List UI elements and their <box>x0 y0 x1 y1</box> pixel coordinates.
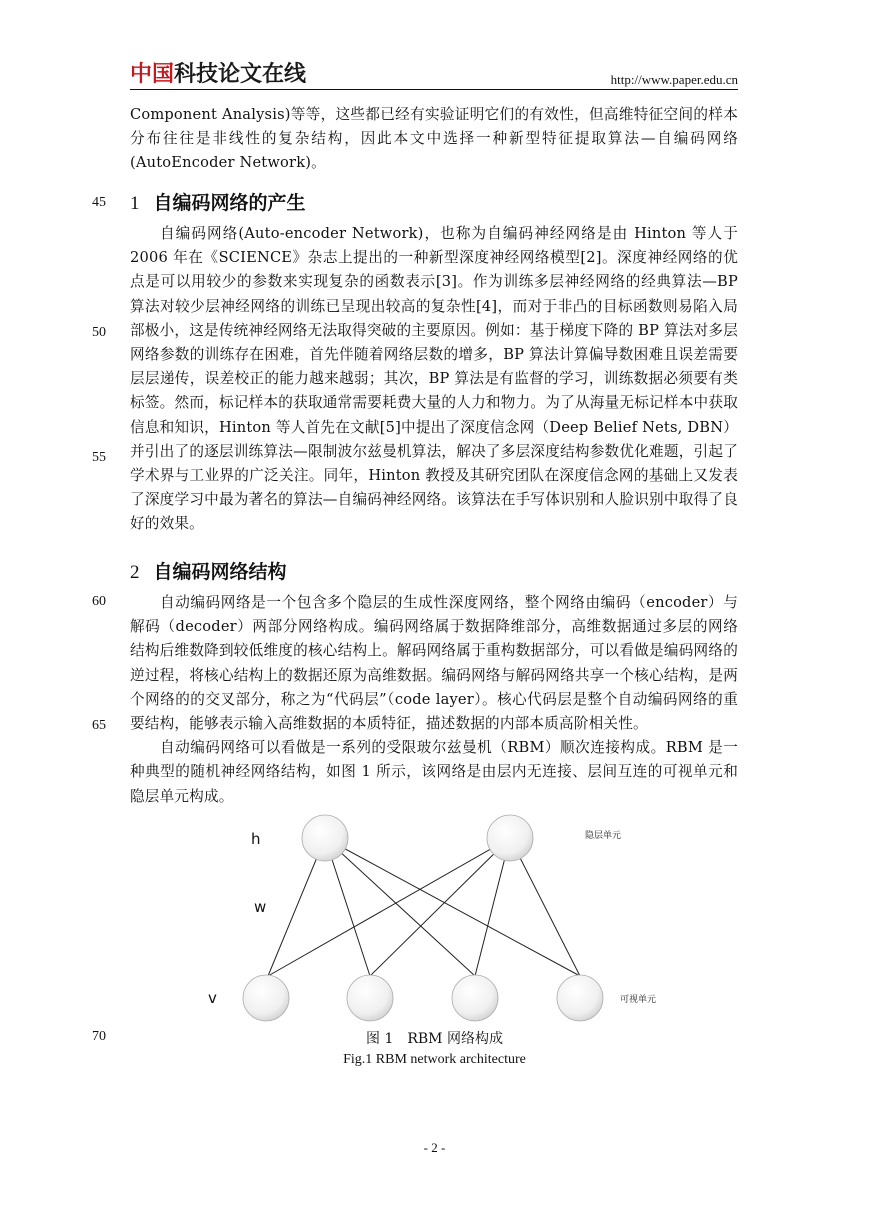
header-url: http://www.paper.edu.cn <box>610 72 738 87</box>
line-number-45: 45 <box>92 195 106 210</box>
edge-h2-v2 <box>370 838 510 976</box>
visible-unit-3 <box>452 975 498 1021</box>
visible-units-label: 可视单元 <box>620 995 657 1005</box>
hidden-unit-2 <box>487 815 533 861</box>
section-1-paragraph: 自编码网络(Auto-encoder Network)，也称为自编码神经网络是由 Hinton 等人于 2006 年在《SCIENCE》杂志上提出的一种新型深度神经网络模型[2]。深度神经网络的优点是可以用较少的参数来实现复杂的函数表示[3]。作为训练多层神经网络的经典算法—BP 算法对较少层神经网络的训练已呈现出较高的复杂性[4]，而对于非凸的目标函数则易陷入局部极小，这是传统神经网络无法取得突破的主要原因。例如：基于梯度下降的 BP 算法对多层网络参数的训练存在困难，首先伴随着网络层数的增多，BP 算法计算偏导数困难且误差需要层层递传，误差校正的能力越来越弱；其次，BP 算法是有监督的学习，训练数据必须要有类标签。然而，标记样本的获取通常需要耗费大量的人力和物力。为了从海量无标记样本中获取信息和知识，Hinton 等人首先在文献[5]中提出了深度信念网（Deep Belief Nets, DBN）并引出了的逐层训练算法—限制波尔兹曼机算法，解决了多层深度结构参数优化难题，引起了学术界与工业界的广泛关注。同年，Hinton 教授及其研究团队在深度信念网的基础上又发表了深度学习中最为著名的算法—自编码神经网络。该算法在手写体识别和人脸识别中取得了良好的效果。 <box>130 225 738 533</box>
section-2-number: 2 <box>130 562 140 583</box>
section-1-body <box>130 222 738 537</box>
label-w: w <box>254 898 267 916</box>
line-number-65: 65 <box>92 718 106 733</box>
section-2-paragraph-2: 自动编码网络可以看做是一系列的受限玻尔兹曼机（RBM）顺次连接构成。RBM 是一种典型的随机神经网络结构，如图 1 所示，该网络是由层内无连接、层间互连的可视单元和隐层单元构成。 <box>130 739 738 805</box>
section-2-paragraph-1: 自动编码网络是一个包含多个隐层的生成性深度网络，整个网络由编码（encoder）与解码（decoder）两部分网络构成。编码网络属于数据降维部分，高维数据通过多层的网络结构后维数降到较低维度的核心结构上。解码网络属于重构数据部分，可以看做是编码网络的逆过程，将核心结构上的数据还原为高维数据。编码网络与解码网络共享一个核心结构，是两个网络的的交叉部分，称之为“代码层”（code layer）。核心代码层是整个自动编码网络的重要结构，能够表示输入高维数据的本质特征，描述数据的内部本质高阶相关性。 <box>130 594 738 733</box>
header-rule <box>130 89 738 90</box>
intro-paragraph: Component Analysis)等等，这些都已经有实验证明它们的有效性，但高维特征空间的样本分布往往是非线性的复杂结构，因此本文中选择一种新型特征提取算法—自编码网络(AutoEncoder Network)。 <box>130 106 738 172</box>
label-h: h <box>251 830 261 848</box>
journal-logo <box>130 62 306 88</box>
hidden-units-label: 隐层单元 <box>585 831 622 841</box>
intro-text <box>130 103 738 176</box>
visible-unit-1 <box>243 975 289 1021</box>
section-1-title: 自编码网络的产生 <box>153 192 306 214</box>
logo-black-part: 科技论文在线 <box>174 62 307 87</box>
section-1-number: 1 <box>130 193 140 214</box>
line-number-60: 60 <box>92 594 106 609</box>
edge-h2-v1 <box>268 838 510 976</box>
visible-unit-4 <box>557 975 603 1021</box>
section-2-body <box>130 591 738 809</box>
visible-unit-2 <box>347 975 393 1021</box>
figure-caption-cn: 图 1 RBM 网络构成 <box>366 1031 503 1047</box>
section-1-heading <box>130 188 306 215</box>
hidden-unit-1 <box>302 815 348 861</box>
logo-red-part: 中国 <box>130 62 175 87</box>
figure-caption-en: Fig.1 RBM network architecture <box>343 1052 526 1067</box>
page-number: - 2 - <box>423 1140 446 1155</box>
line-number-55: 55 <box>92 450 106 465</box>
line-number-70: 70 <box>92 1029 106 1044</box>
section-2-title: 自编码网络结构 <box>153 561 287 583</box>
rbm-network-diagram <box>190 808 670 1023</box>
line-number-50: 50 <box>92 325 106 340</box>
label-v: v <box>208 989 217 1007</box>
section-2-heading <box>130 557 287 584</box>
